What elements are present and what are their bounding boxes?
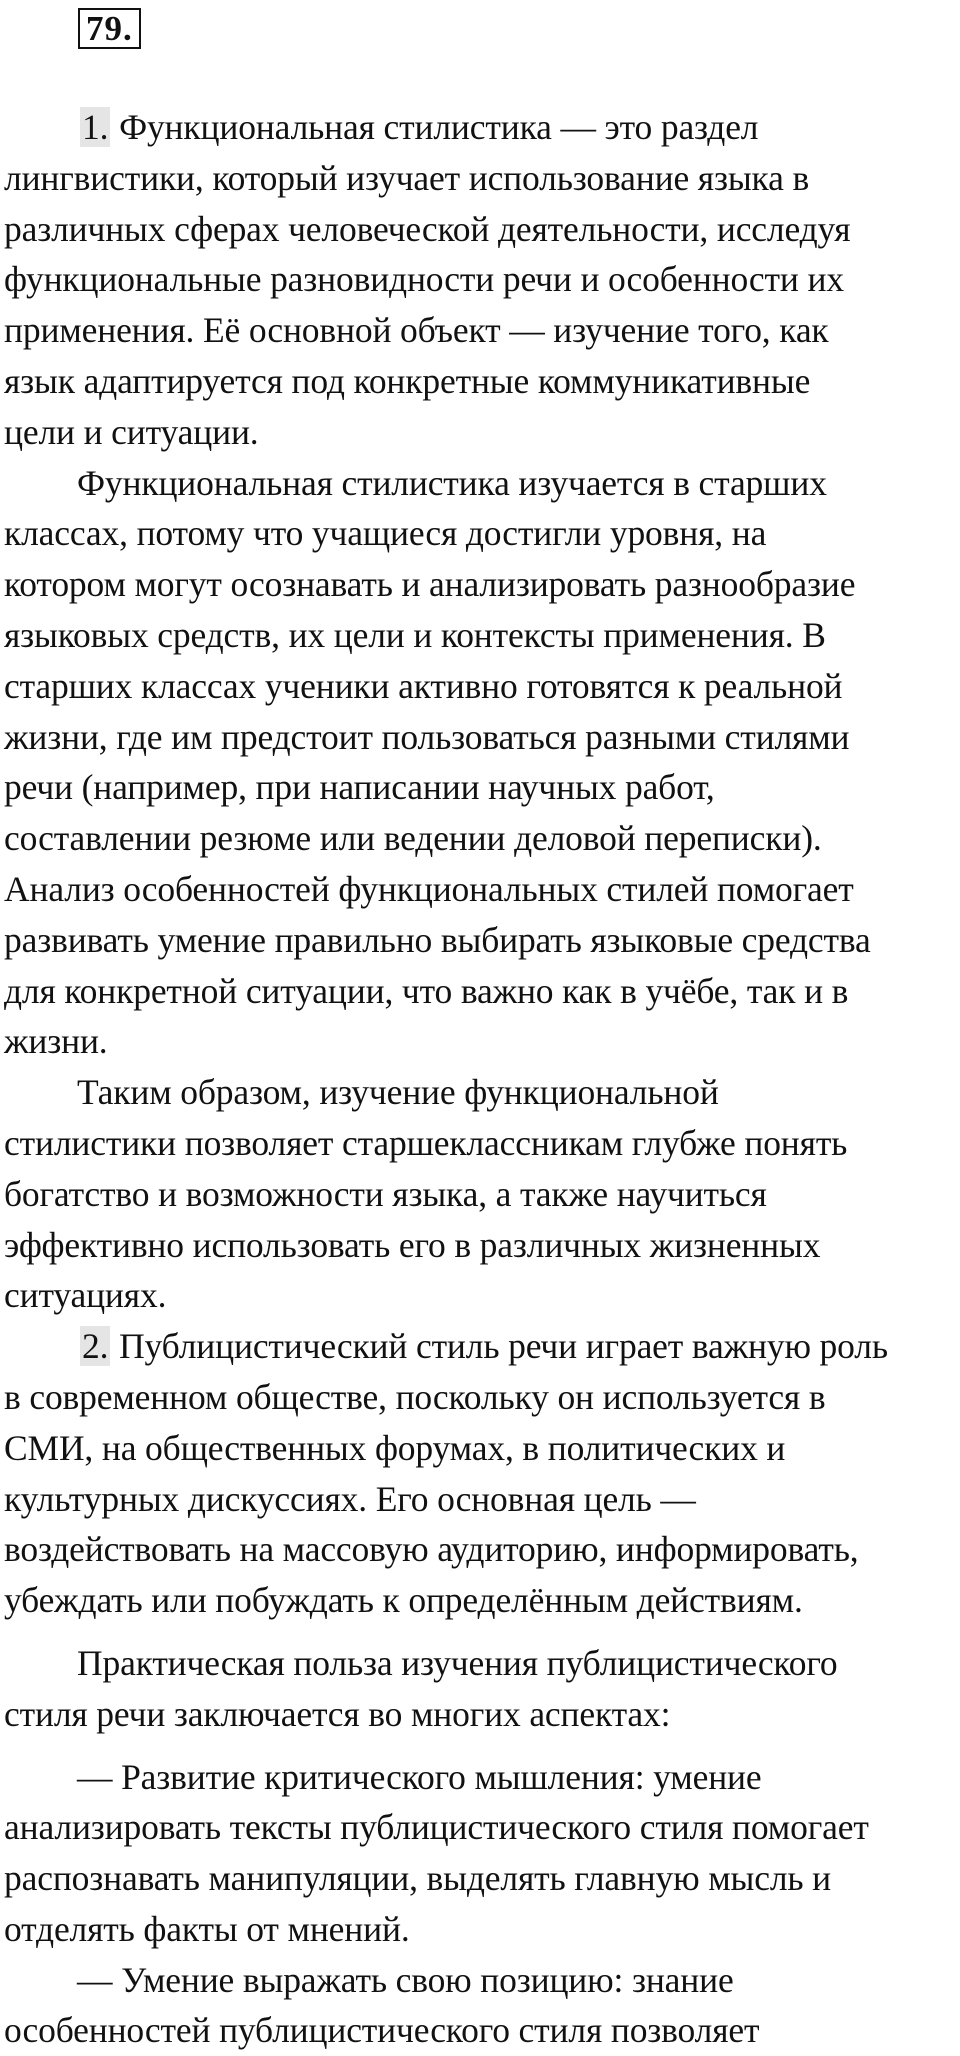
text-line: отделять факты от мнений. xyxy=(4,1908,410,1949)
text-line: Функциональная стилистика изучается в старших xyxy=(77,462,827,503)
text-line: анализировать тексты публицистического стиля помогает xyxy=(4,1807,869,1848)
text-line: Практическая польза изучения публицистического xyxy=(77,1642,838,1683)
text-line: 2. Публицистический стиль речи играет важную роль xyxy=(82,1326,888,1367)
text-line: распознавать манипуляции, выделять главную мысль и xyxy=(4,1858,831,1899)
text-line: — Умение выражать свою позицию: знание xyxy=(77,1959,734,2000)
text-line: особенностей публицистического стиля позволяет xyxy=(4,2010,760,2051)
text-line: функциональные разновидности речи и особенности их xyxy=(4,259,844,300)
text-line: жизни. xyxy=(4,1021,108,1062)
text-line: — Развитие критического мышления: умение xyxy=(77,1756,762,1797)
text-line: классах, потому что учащиеся достигли уровня, на xyxy=(4,513,767,554)
text-line: старших классах ученики активно готовятся к реальной xyxy=(4,665,843,706)
text-line: различных сферах человеческой деятельности, исследуя xyxy=(4,208,851,249)
item-marker-2: 2. xyxy=(82,1326,109,1367)
text-line: Таким образом, изучение функциональной xyxy=(77,1072,719,1113)
text-line: жизни, где им предстоит пользоваться разными стилями xyxy=(4,716,850,757)
text-line: речи (например, при написании научных работ, xyxy=(4,767,715,808)
answer-text xyxy=(4,102,960,2056)
text-line: лингвистики, который изучает использование языка в xyxy=(4,157,810,198)
task-number-box: 79. xyxy=(78,8,141,49)
text-line: составлении резюме или ведении деловой переписки). xyxy=(4,818,822,859)
text-line: богатство и возможности языка, а также научиться xyxy=(4,1173,767,1214)
text-line: для конкретной ситуации, что важно как в учёбе, так и в xyxy=(4,970,849,1011)
text-line: применения. Её основной объект — изучение того, как xyxy=(4,310,829,351)
text-line: стиля речи заключается во многих аспектах: xyxy=(4,1693,671,1734)
text-line: в современном обществе, поскольку он используется в xyxy=(4,1376,826,1417)
text-line: стилистики позволяет старшеклассникам глубже понять xyxy=(4,1122,848,1163)
text-line: языковых средств, их цели и контексты применения. В xyxy=(4,614,826,655)
text-line: Анализ особенностей функциональных стилей помогает xyxy=(4,868,854,909)
item-marker-1: 1. xyxy=(82,107,109,147)
text-line: эффективно использовать его в различных жизненных xyxy=(4,1224,821,1265)
text-line: ситуациях. xyxy=(4,1275,167,1316)
text-line: убеждать или побуждать к определённым действиям. xyxy=(4,1580,803,1621)
text-line: развивать умение правильно выбирать языковые средства xyxy=(4,919,871,960)
text-line: язык адаптируется под конкретные коммуникативные xyxy=(4,360,811,401)
text-line: культурных дискуссиях. Его основная цель — xyxy=(4,1478,696,1519)
text-line: 1. Функциональная стилистика — это раздел xyxy=(82,107,759,147)
text-line: котором могут осознавать и анализировать разнообразие xyxy=(4,564,856,605)
text-line: воздействовать на массовую аудиторию, информировать, xyxy=(4,1529,859,1570)
text-line: СМИ, на общественных форумах, в политических и xyxy=(4,1427,786,1468)
text-line: цели и ситуации. xyxy=(4,411,259,452)
